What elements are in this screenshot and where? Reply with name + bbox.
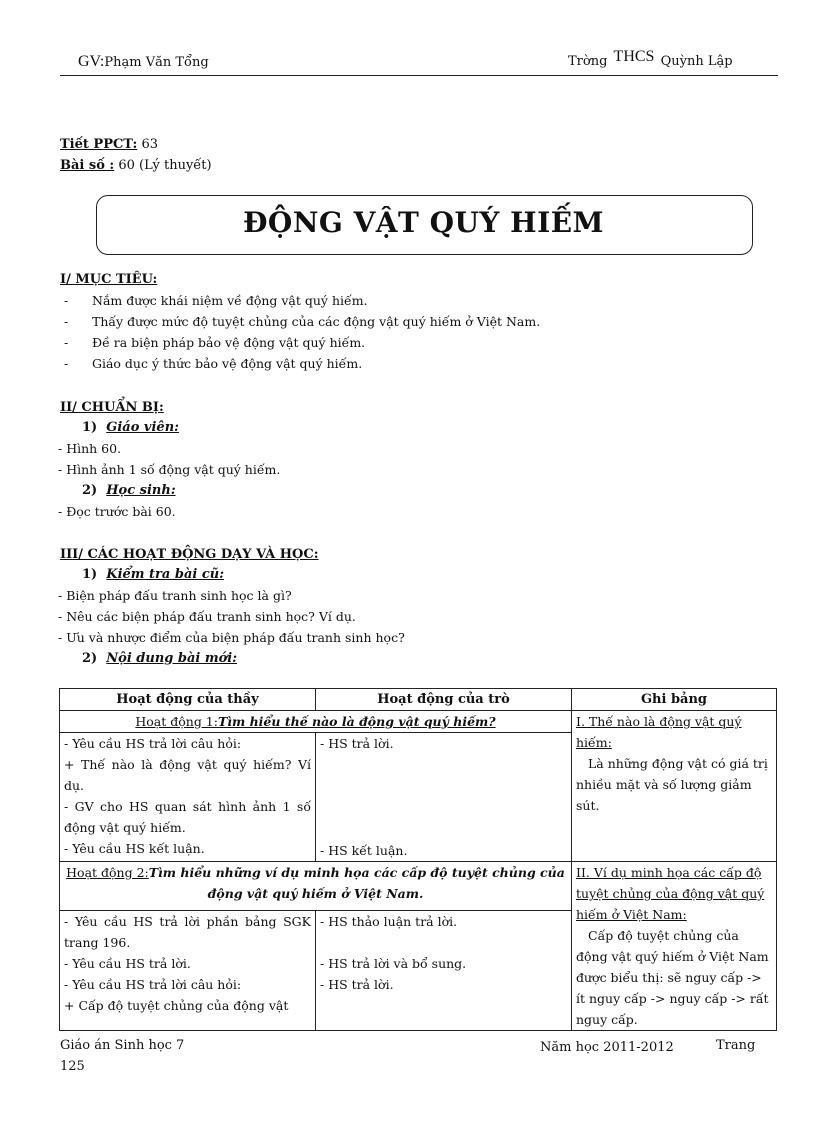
activity-2-prefix: Hoạt động 2: — [66, 865, 149, 880]
ghi-bang-2 — [572, 862, 777, 1031]
kt-item: - Nêu các biện pháp đấu tranh sinh học? Ví dụ. — [58, 609, 356, 624]
gv-item: - Hình 60. — [58, 441, 122, 456]
school-prefix: Trờng — [568, 54, 608, 69]
gv-label: GV: — [78, 53, 105, 70]
page-title: ĐỘNG VẬT QUÝ HIẾM — [242, 206, 605, 239]
gv-item: - Hình ảnh 1 số động vật quý hiếm. — [58, 462, 281, 477]
footer-book: Giáo án Sinh học 7 — [60, 1038, 185, 1053]
thay-cell-2 — [60, 910, 316, 1030]
activity-2-heading — [60, 862, 572, 911]
ghi-1-text: Là những động vật có giá trị nhiều mặt và số lượng giảm sút. — [576, 756, 768, 813]
table-header-row — [60, 689, 777, 711]
bullet-dash: - — [64, 356, 69, 371]
ppct-value: 63 — [141, 137, 159, 152]
ppct-label: Tiết PPCT: — [60, 137, 138, 152]
tro-cell-2 — [316, 910, 572, 1030]
kiem-tra-label: Kiểm tra bài cũ: — [106, 567, 225, 582]
kiem-tra-num: 1) — [82, 567, 98, 582]
col-thay-header: Hoạt động của thầy — [60, 689, 316, 711]
hoat-dong-heading: III/ CÁC HOẠT ĐỘNG DẠY VÀ HỌC: — [60, 547, 319, 562]
tro-2-line: - HS thảo luận trả lời. — [320, 913, 458, 929]
activity-1-heading — [60, 711, 572, 733]
baiso-line — [60, 158, 212, 173]
muc-tieu-item: Đề ra biện pháp bảo vệ động vật quý hiếm. — [92, 335, 366, 350]
teacher-name: Phạm Văn Tổng — [104, 55, 209, 70]
thay-2-line: - Yêu cầu HS trả lời phần bảng SGK trang 196. — [64, 913, 311, 950]
thay-1-line: - Yêu cầu HS kết luận. — [64, 841, 205, 856]
noi-dung-label: Nội dung bài mới: — [106, 651, 238, 666]
kt-item: - Ưu và nhược điểm của biện pháp đấu tranh sinh học? — [58, 630, 405, 645]
school-thcs: THCS — [613, 48, 655, 65]
tro-1-line: - HS kết luận. — [320, 843, 408, 858]
ppct-line — [60, 137, 158, 152]
tro-2-line: - HS trả lời. — [320, 976, 394, 992]
hoc-sinh-subheading — [82, 483, 176, 498]
noi-dung-subheading — [82, 651, 237, 666]
lesson-table — [59, 688, 777, 1031]
noi-dung-num: 2) — [82, 651, 98, 666]
ghi-1-heading: I. Thế nào là động vật quý hiếm: — [576, 714, 742, 750]
muc-tieu-heading: I/ MỤC TIÊU: — [60, 272, 158, 287]
chuan-bi-heading: II/ CHUẨN BỊ: — [60, 400, 164, 415]
muc-tieu-item: Nắm được khái niệm về động vật quý hiếm. — [92, 293, 368, 308]
activity-1-title: Tìm hiểu thế nào là động vật quý hiếm? — [217, 714, 496, 729]
giao-vien-label: Giáo viên: — [106, 420, 179, 435]
hs-item: - Đọc trước bài 60. — [58, 504, 176, 519]
tro-2-line: - HS trả lời và bổ sung. — [320, 955, 467, 971]
hoc-sinh-num: 2) — [82, 483, 98, 498]
thay-1-line: + Thế nào là động vật quý hiếm? Ví dụ. — [64, 757, 311, 793]
thay-1-line: - Yêu cầu HS trả lời câu hỏi: — [64, 736, 242, 751]
hoc-sinh-label: Học sinh: — [106, 483, 176, 498]
table-row — [60, 711, 777, 733]
activity-2-title: Tìm hiểu những ví dụ minh họa các cấp độ tuyệt chủng của động vật quý hiếm ở Việt Nam. — [148, 865, 565, 901]
baiso-label: Bài số : — [60, 158, 115, 173]
col-tro-header: Hoạt động của trò — [316, 689, 572, 711]
tro-cell-1 — [316, 733, 572, 862]
footer-year: Năm học 2011-2012 — [540, 1040, 674, 1055]
footer-trang: Trang — [716, 1038, 756, 1053]
muc-tieu-item: Giáo dục ý thức bảo vệ động vật quý hiếm. — [92, 356, 363, 371]
bullet-dash: - — [64, 314, 69, 329]
thay-cell-1 — [60, 733, 316, 862]
tro-1-line: - HS trả lời. — [320, 736, 394, 751]
kiem-tra-subheading — [82, 567, 224, 582]
activity-1-prefix: Hoạt động 1: — [135, 714, 218, 729]
school-name: Quỳnh Lập — [660, 54, 733, 69]
muc-tieu-item: Thấy được mức độ tuyệt chủng của các động vật quý hiếm ở Việt Nam. — [92, 314, 541, 329]
header-rule — [60, 75, 778, 76]
header-teacher — [78, 52, 209, 71]
thay-1-line: - GV cho HS quan sát hình ảnh 1 số động vật quý hiếm. — [64, 799, 311, 835]
giao-vien-subheading — [82, 420, 179, 435]
kt-item: - Biện pháp đấu tranh sinh học là gì? — [58, 588, 292, 603]
bullet-dash: - — [64, 293, 69, 308]
baiso-value: 60 (Lý thuyết) — [118, 158, 212, 173]
ghi-2-text: Cấp độ tuyệt chủng của động vật quý hiếm ở Việt Nam được biểu thị: sẽ nguy cấp -> ít nguy cấp -> nguy cấp -> rất nguy cấp. — [576, 928, 769, 1027]
table-row — [60, 862, 777, 911]
giao-vien-num: 1) — [82, 420, 98, 435]
header-school — [568, 48, 733, 70]
ghi-2-heading: II. Ví dụ minh họa các cấp độ tuyệt chủng của động vật quý hiếm ở Việt Nam: — [576, 865, 765, 922]
thay-2-line: + Cấp độ tuyệt chủng của động vật — [64, 997, 289, 1013]
thay-2-line: - Yêu cầu HS trả lời câu hỏi: — [64, 976, 242, 992]
thay-2-line: - Yêu cầu HS trả lời. — [64, 955, 191, 971]
ghi-bang-1 — [572, 711, 777, 862]
col-ghi-header: Ghi bảng — [572, 689, 777, 711]
bullet-dash: - — [64, 335, 69, 350]
footer-page-number: 125 — [60, 1059, 85, 1074]
